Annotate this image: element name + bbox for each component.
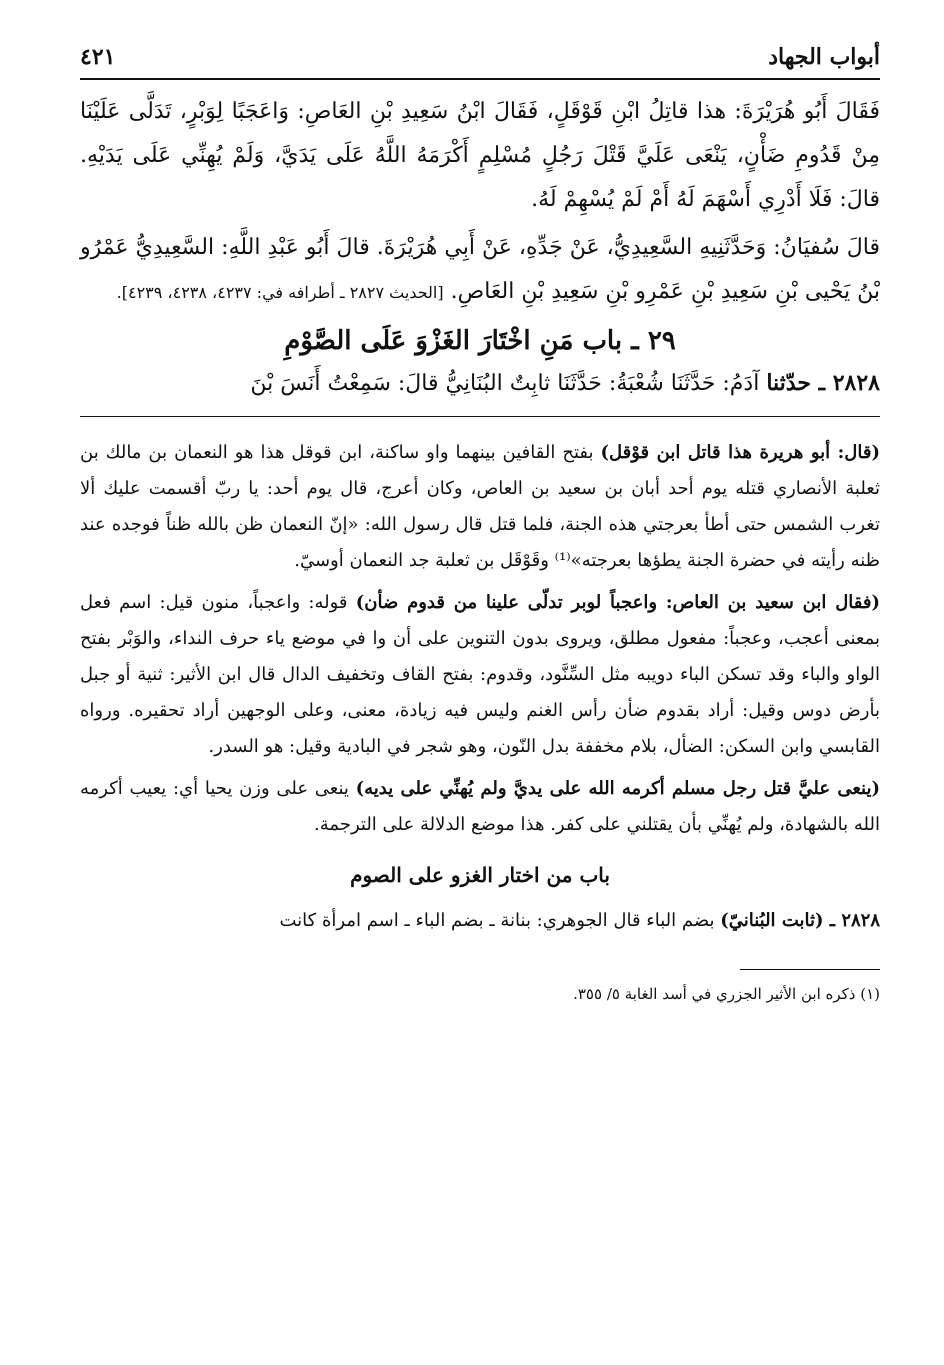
commentary-lemma-1: (قال: أبو هريرة هذا قاتل ابن قوْقل) — [600, 442, 880, 463]
commentary-text-1: بفتح القافين بينهما واو ساكنة، ابن قوقل هذا هو النعمان بن مالك بن ثعلبة الأنصاري قتله يوم أحد أبان بن سعيد بن العاص، وكان أعرج، قال يوم أحد: يا ربّ أقسمت عليك ألا تغرب الشمس حتى أطأ بعرجتي هذه الجنة، فلما قتل قال رسول الله: «إنّ النعمان ظن بالله ظناً فوجده عند ظنه رأيته في حضرة الجنة يطؤها بعرجته»⁽¹⁾ وقَوْقَل بن ثعلبة جد النعمان أوسيّ. — [80, 442, 880, 571]
chapter-heading: ٢٩ ـ باب مَنِ اخْتَارَ الغَزْوَ عَلَى الصَّوْمِ — [284, 326, 676, 356]
commentary-paragraph-2 — [80, 585, 880, 765]
page-header — [80, 38, 880, 80]
commentary-lemma-3: (ينعى عليَّ قتل رجل مسلم أكرمه الله على يديَّ ولم يُهنِّي على يديه) — [355, 778, 880, 799]
book-page — [80, 38, 880, 1328]
hadith-paragraph-2-text: قالَ سُفيَانُ: وَحَدَّثَنِيهِ السَّعِيدِيُّ، عَنْ جَدِّهِ، عَنْ أَبِي هُرَيْرَةَ. قالَ أَبُو عَبْدِ اللَّهِ: السَّعِيدِيُّ عَمْرُو بْنُ يَحْيى بْنِ سَعِيدِ بْنِ عَمْرِو بْنِ سَعِيدِ بْنِ العَاصِ. — [80, 235, 880, 304]
footnote: (١) ذكره ابن الأثير الجزري في أسد الغابة ٥/ ٣٥٥. — [573, 985, 880, 1003]
hadith-2828-text: آدَمُ: حَدَّثَنَا شُعْبَةُ: حَدَّثَنَا ثابِتٌ البُنَانِيُّ قالَ: سَمِعْتُ أَنَسَ بْنَ — [250, 371, 760, 396]
hadith-cross-reference: [الحديث ٢٨٢٧ ـ أطرافه في: ٤٢٣٧، ٤٢٣٨، ٤٢٣٩]. — [116, 283, 444, 302]
commentary-paragraph-3 — [80, 771, 880, 843]
commentary-separator — [80, 416, 880, 417]
commentary-chapter-heading: باب من اختار الغزو على الصوم — [350, 863, 610, 887]
commentary-text-3: ينعى على وزن يحيا أي: يعيب أكرمه الله بالشهادة، ولم يُهنِّي بأن يقتلني على كفر. هذا موضع الدلالة على الترجمة. — [80, 778, 880, 835]
commentary-paragraph-4 — [80, 903, 880, 939]
footnote-separator — [740, 969, 880, 970]
hadith-paragraph-2 — [80, 226, 880, 315]
running-title: أبواب الجهاد — [768, 44, 880, 70]
commentary-text-4: بضم الباء قال الجوهري: بنانة ـ بضم الباء ـ اسم امرأة كانت — [279, 910, 715, 931]
commentary-paragraph-1 — [80, 435, 880, 579]
hadith-paragraph-1: فَقَالَ أَبُو هُرَيْرَةَ: هذا قاتِلُ ابْنِ قَوْقَلٍ، فَقَالَ ابْنُ سَعِيدِ بْنِ العَاصِ: وَاعَجَبًا لِوَبْرٍ، تَدَلَّى عَلَيْنَا مِنْ قَدُومِ ضَأْنٍ، يَنْعَى عَلَيَّ قَتْلَ رَجُلٍ مُسْلِمٍ أَكْرَمَهُ اللَّهُ عَلَى يَدَيَّ، وَلَمْ يُهِنِّي عَلَى يَدَيْهِ. قالَ: فَلَا أَدْرِي أَسْهَمَ لَهُ أَمْ لَمْ يُسْهِمْ لَهُ. — [80, 99, 880, 212]
hadith-number-label: ٢٨٢٨ ـ حدّثنا — [766, 370, 880, 396]
commentary-section — [80, 435, 880, 939]
page-number: ٤٢١ — [80, 44, 116, 70]
commentary-lemma-4: ٢٨٢٨ ـ (ثابت البُنانيّ) — [720, 910, 880, 931]
hadith-text — [80, 90, 880, 315]
commentary-lemma-2: (فقال ابن سعيد بن العاص: واعجباً لوبر تدلّى علينا من قدوم ضأن) — [355, 592, 880, 613]
hadith-2828 — [80, 363, 880, 404]
commentary-text-2: قوله: واعجباً، منون قيل: اسم فعل بمعنى أعجب، وعجباً: مفعول مطلق، ويروى بدون التنوين على أن وا في موضع ياء حرف النداء، والوَبْر بفتح الواو والباء وقد تسكن الباء دويبه مثل السِّنَّود، وقدوم: بفتح القاف وتخفيف الدال قال ابن الأثير: ثنية أو جبل بأرض دوس وقيل: أراد بقدوم ضأن رأس الغنم وليس فيه زيادة، معنى، وعلى الوجهين أراد تحقيره. ورواه القابسي وابن السكن: الضأل، بلام مخففة بدل النّون، وهو شجر في البادية وقيل: هو السدر. — [80, 592, 880, 757]
